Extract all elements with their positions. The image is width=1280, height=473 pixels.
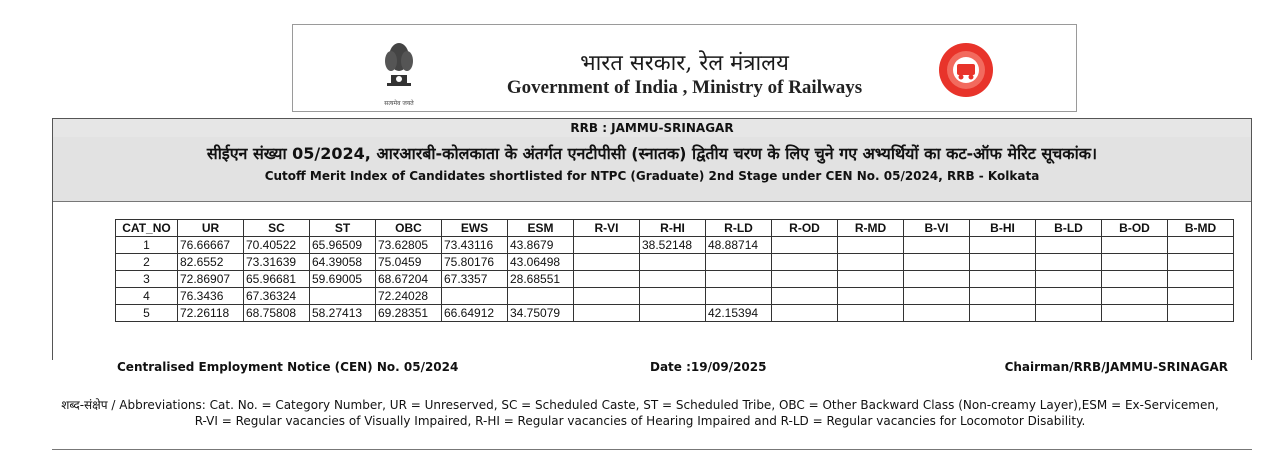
table-row: [116, 305, 1234, 322]
table-cell: 43.06498: [508, 254, 574, 271]
column-header: B-LD: [1036, 220, 1102, 237]
emblem-motto: सत्यमेव जयते: [384, 100, 414, 107]
column-header: SC: [244, 220, 310, 237]
notice-title-hindi: सीईएन संख्या 05/2024, आरआरबी-कोलकाता के अंतर्गत एनटीपीसी (स्नातक) द्वितीय चरण के लिए चुने गए अभ्यर्थियों का कट-ऑफ मेरिट सूचकांक।: [206, 144, 1098, 163]
table-cell: 72.86907: [178, 271, 244, 288]
abbreviations-line-1: शब्द-संक्षेप / Abbreviations: Cat. No. = Category Number, UR = Unreserved, SC = Scheduled Caste, ST = Scheduled Tribe, OBC = Other Backward Class (Non-creamy Layer),ESM = Ex-Servicemen,: [61, 398, 1219, 412]
table-cell: 34.75079: [508, 305, 574, 322]
table-cell: [1168, 288, 1234, 305]
table-cell: 1: [116, 237, 178, 254]
ministry-english-title: Government of India , Ministry of Railways: [506, 77, 863, 98]
table-cell: [904, 254, 970, 271]
table-cell: 76.3436: [178, 288, 244, 305]
table-cell: 76.66667: [178, 237, 244, 254]
abbreviations-line-2: R-VI = Regular vacancies of Visually Impaired, R-HI = Regular vacancies of Hearing Impaired and R-LD = Regular vacancies for Locomotor Disability.: [194, 414, 1086, 428]
table-cell: [706, 254, 772, 271]
table-cell: [1168, 305, 1234, 322]
table-cell: [904, 305, 970, 322]
table-cell: [1168, 237, 1234, 254]
table-cell: [904, 288, 970, 305]
table-cell: 68.67204: [376, 271, 442, 288]
table-cell: [574, 254, 640, 271]
table-cell: [640, 288, 706, 305]
table-cell: [838, 305, 904, 322]
table-cell: [574, 288, 640, 305]
table-cell: [1102, 305, 1168, 322]
table-row: [116, 288, 1234, 305]
table-cell: [1102, 254, 1168, 271]
table-cell: [508, 288, 574, 305]
table-cell: 72.24028: [376, 288, 442, 305]
table-cell: [970, 305, 1036, 322]
table-cell: [772, 305, 838, 322]
table-cell: 38.52148: [640, 237, 706, 254]
column-header: B-OD: [1102, 220, 1168, 237]
table-body: [116, 237, 1234, 322]
table-cell: 67.36324: [244, 288, 310, 305]
column-header: B-MD: [1168, 220, 1234, 237]
column-header: R-HI: [640, 220, 706, 237]
table-cell: [1168, 254, 1234, 271]
table-row: [116, 237, 1234, 254]
table-cell: [772, 271, 838, 288]
column-header: R-VI: [574, 220, 640, 237]
column-header: R-LD: [706, 220, 772, 237]
table-cell: [1036, 254, 1102, 271]
table-cell: [310, 288, 376, 305]
indian-railways-logo-icon: [937, 41, 995, 99]
table-cell: 42.15394: [706, 305, 772, 322]
table-cell: 69.28351: [376, 305, 442, 322]
table-cell: 28.68551: [508, 271, 574, 288]
table-cell: [442, 288, 508, 305]
table-cell: [1036, 237, 1102, 254]
table-cell: [970, 237, 1036, 254]
table-cell: 43.8679: [508, 237, 574, 254]
table-row: [116, 271, 1234, 288]
table-cell: [904, 271, 970, 288]
table-cell: [970, 254, 1036, 271]
table-cell: [640, 305, 706, 322]
table-cell: 58.27413: [310, 305, 376, 322]
table-cell: [970, 288, 1036, 305]
table-cell: [838, 288, 904, 305]
table-cell: 75.0459: [376, 254, 442, 271]
table-cell: [1168, 271, 1234, 288]
table-cell: [574, 305, 640, 322]
table-cell: [772, 254, 838, 271]
letterhead: [292, 24, 1077, 112]
table-cell: 2: [116, 254, 178, 271]
table-cell: 65.96681: [244, 271, 310, 288]
cutoff-notice-frame: [52, 118, 1252, 360]
table-cell: [838, 254, 904, 271]
table-cell: [1036, 288, 1102, 305]
table-cell: 5: [116, 305, 178, 322]
table-cell: 75.80176: [442, 254, 508, 271]
table-cell: [706, 288, 772, 305]
notice-title-english: Cutoff Merit Index of Candidates shortlisted for NTPC (Graduate) 2nd Stage under CEN No. 05/2024, RRB - Kolkata: [264, 169, 1040, 183]
column-header: R-OD: [772, 220, 838, 237]
table-cell: 66.64912: [442, 305, 508, 322]
table-cell: 48.88714: [706, 237, 772, 254]
notice-date: Date :19/09/2025: [650, 360, 767, 374]
column-header: UR: [178, 220, 244, 237]
table-cell: 73.62805: [376, 237, 442, 254]
table-header-row: [116, 220, 1234, 237]
table-cell: [838, 271, 904, 288]
table-cell: [1036, 271, 1102, 288]
table-cell: [1036, 305, 1102, 322]
table-cell: [838, 237, 904, 254]
table-cell: 4: [116, 288, 178, 305]
table-cell: [970, 271, 1036, 288]
column-header: ESM: [508, 220, 574, 237]
table-cell: [1102, 237, 1168, 254]
table-cell: [574, 237, 640, 254]
table-cell: [640, 271, 706, 288]
table-cell: [1102, 271, 1168, 288]
table-row: [116, 254, 1234, 271]
table-cell: 72.26118: [178, 305, 244, 322]
table-cell: 73.31639: [244, 254, 310, 271]
cutoff-table: [115, 219, 1234, 322]
rrb-name-strip: RRB : JAMMU-SRINAGAR: [53, 119, 1251, 138]
column-header: B-VI: [904, 220, 970, 237]
table-cell: [772, 288, 838, 305]
column-header: R-MD: [838, 220, 904, 237]
table-cell: 64.39058: [310, 254, 376, 271]
column-header: ST: [310, 220, 376, 237]
notice-title-strip: [53, 137, 1251, 202]
table-cell: [640, 254, 706, 271]
ministry-hindi-title: भारत सरकार, रेल मंत्रालय: [580, 51, 789, 76]
column-header: OBC: [376, 220, 442, 237]
table-cell: 70.40522: [244, 237, 310, 254]
table-cell: 65.96509: [310, 237, 376, 254]
signatory: Chairman/RRB/JAMMU-SRINAGAR: [1004, 360, 1228, 374]
table-cell: [1102, 288, 1168, 305]
table-cell: 82.6552: [178, 254, 244, 271]
table-cell: [574, 271, 640, 288]
column-header: B-HI: [970, 220, 1036, 237]
table-cell: [904, 237, 970, 254]
table-cell: 59.69005: [310, 271, 376, 288]
table-cell: [706, 271, 772, 288]
table-cell: 68.75808: [244, 305, 310, 322]
column-header: CAT_NO: [116, 220, 178, 237]
table-cell: 73.43116: [442, 237, 508, 254]
table-cell: 67.3357: [442, 271, 508, 288]
table-cell: 3: [116, 271, 178, 288]
column-header: EWS: [442, 220, 508, 237]
bottom-divider: [52, 449, 1252, 450]
cen-number: Centralised Employment Notice (CEN) No. 05/2024: [117, 360, 459, 374]
table-cell: [772, 237, 838, 254]
